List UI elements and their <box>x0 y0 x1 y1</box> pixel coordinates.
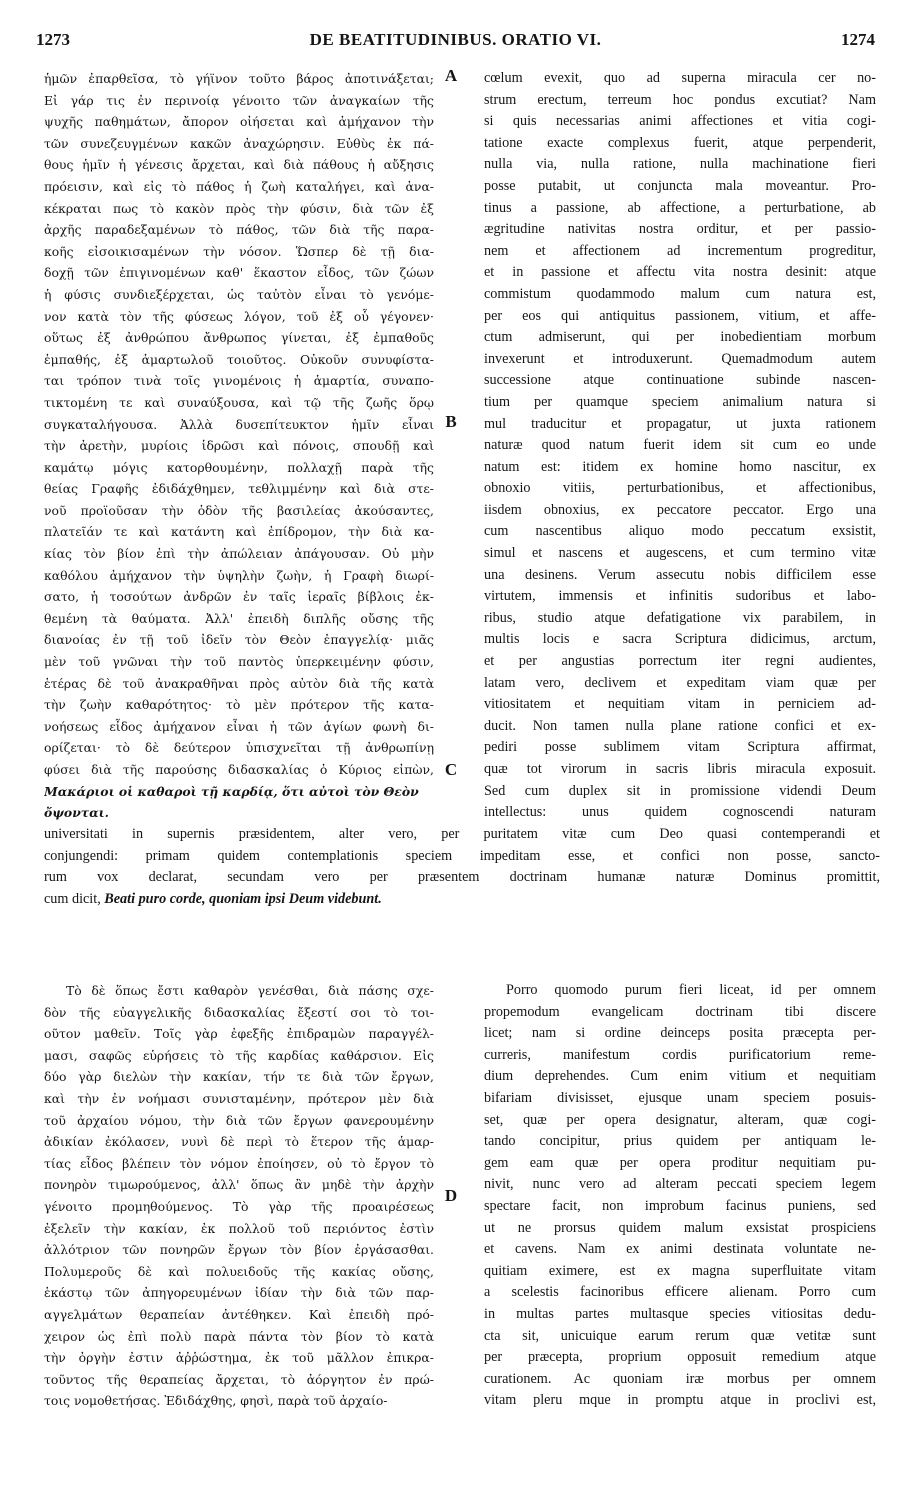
text-line: rum vox declarat, secundam vero per præsentem doctrinam humanæ naturæ Dominus promittit, <box>44 869 880 886</box>
page-number-right: 1274 <box>841 30 875 49</box>
text-line: et in passione et affectu vita nostra desinit: atque <box>484 264 876 281</box>
text-line: ἀδικίαν ἐκόλασεν, νυνὶ δὲ περὶ τὸ ἕτερον τῆς ἁμαρ- <box>44 1134 434 1150</box>
text-line: si quis necessarias animi affectiones et vitia cogi- <box>484 113 876 130</box>
text-line: strum erectum, terreum hoc pondus excutiat? Nam <box>484 91 876 108</box>
text-line: bifariam divisisset, ejusque unam speciem posuis- <box>484 1089 876 1106</box>
beatitude-quote: Beati puro corde, quoniam ipsi Deum videbunt. <box>104 890 382 907</box>
text-line: πρόεισιν, καὶ εἰς τὸ πάθος ἡ ζωὴ καταλήγει, καὶ ἀνα- <box>44 178 434 194</box>
text-line: ἐξελεῖν τὴν κακίαν, ἐκ πολλοῦ τοῦ περιόντος ἐστὶν <box>44 1220 434 1236</box>
text-line: ἀρχῆς παραδεξαμένων τὸ πάθος, τῶν διὰ τῆς παρα- <box>44 222 434 238</box>
text-line: νοήσεως εἶδος ἀμήχανον εἶναι ἡ τῶν ἁγίων φωνὴ δι- <box>44 718 434 734</box>
text-line: successione atque continuatione subinde nascen- <box>484 372 876 389</box>
text-line: οῦτον μαθεῖν. Τοῖς γὰρ ἐφεξῆς ἐπιδραμὼν παραγγέλ- <box>44 1026 434 1042</box>
text-line: universitati in supernis præsidentem, alter vero, per puritatem vitæ cum Deo quasi contemperandi et <box>44 826 880 842</box>
section-marker-c: C <box>444 760 458 779</box>
text-line: καθόλου ἀμήχανον τὴν ὑψηλὴν ζωὴν, ἡ Γραφὴ διωρί- <box>44 567 434 583</box>
text-line: φύσει διὰ τῆς παρούσης διδασκαλίας ὁ Κύριος εἰπὼν, <box>44 762 434 777</box>
text-line: καμάτῳ μόγις κατορθουμένην, πολλαχῇ παρὰ τῆς <box>44 459 434 475</box>
text-line: τίας εἶδος βλέπειν τὸν νόμον ἐποίησεν, οὐ τὸ ἔργον τὸ <box>44 1155 434 1171</box>
text-line: ἡ φύσις συνδιεξέρχεται, ὡς ταὐτὸν εἶναι τὸ γενόμε- <box>44 286 434 302</box>
greek-column-bottom <box>44 980 434 1412</box>
text-line: Sed cum duplex sit in promissione videndi Deum <box>484 782 876 799</box>
text-line <box>44 889 880 911</box>
page-header <box>36 30 875 58</box>
section-marker-d: D <box>444 1186 458 1205</box>
text-line: τοῦ ἀρχαίου νόμου, τὴν διὰ τῶν ἔργων φανερουμένην <box>44 1112 434 1128</box>
text-line: θείας Γραφῆς ἐδιδάχθημεν, τεθλιμμένην καὶ διὰ στε- <box>44 481 434 497</box>
text-line: ἑτέρας δὲ τοῦ ἀνακραθῆναι πρὸς αὐτὸν διὰ τῆς κατὰ <box>44 675 434 691</box>
text-line: quitiam eximere, est ex magna superfluitate vitam <box>484 1262 876 1279</box>
text-line: δοχῇ τῶν ἐπιγινομένων καθ' ἕκαστον εἶδος, τῶν ζώων <box>44 265 434 281</box>
text-line: κοῆς εἰσοικισαμένων τὴν νόσον. Ὥσπερ δὲ τῇ δια- <box>44 243 434 259</box>
text-line: obnoxio vitiis, perturbationibus, et affectionibus, <box>484 480 876 497</box>
latin-column-bottom <box>484 980 876 1412</box>
text-line: commistum quodammodo malum cum natura est, <box>484 285 876 302</box>
text-line: naturæ quod natum fuerit idem sit cum eo unde <box>484 437 876 454</box>
text-line: τὴν ἀρετὴν, μυρίοις ἱδρῶσι καὶ πόνοις, σπουδῇ καὶ <box>44 438 434 454</box>
text-line: propemodum evangelicam doctrinam tibi discere <box>484 1003 876 1020</box>
text-line: a scelestis facinoribus efficere alienam. Porro cum <box>484 1284 876 1301</box>
text-line: tinus a passione, ab affectione, a perturbatione, ab <box>484 199 876 216</box>
text-line: et per angustias porrectum iter regni audientes, <box>484 653 876 670</box>
text-line: conjungendi: primam quidem contemplationis speciem impeditam esse, et confici non posse, sancto- <box>44 847 880 864</box>
text-line: πονηρὸν τιμωρούμενος, ἀλλ' ὅπως ἂν μηδὲ τὴν ἀρχὴν <box>44 1177 434 1193</box>
text-line: cœlum evexit, quo ad superna miracula cer no- <box>484 70 876 86</box>
text-line: οὕτως ἐξ ἀνθρώπου ἄνθρωπος γίνεται, ἐξ ἐμπαθοῦς <box>44 330 434 346</box>
text-line: vitiositatem et nequitiam vitam in perniciem ad- <box>484 696 876 713</box>
text-line: nivit, nunc vero ad alteram peccati speciem legem <box>484 1176 876 1193</box>
text-line: invexerunt et introduxerunt. Quemadmodum autem <box>484 350 876 367</box>
text-line: ribus, studio atque defatigatione vix parabilem, in <box>484 609 876 626</box>
text-line: ἡμῶν ἐπαρθεῖσα, τὸ γήϊνον τοῦτο βάρος ἀποτινάξεται; <box>44 71 434 86</box>
text-line: ut ne prorsus quidem malum exsistat prospiciens <box>484 1219 876 1236</box>
text-line: licet; nam si ordine deinceps posita præcepta per- <box>484 1025 876 1042</box>
text-line: et cavens. Nam ex animi destinata voluntate ne- <box>484 1241 876 1258</box>
text-line: θεμένη τὰ θαύματα. Ἀλλ' ἐπειδὴ διπλῆς οὔσης τῆς <box>44 610 434 626</box>
text-line: πλατεῖάν τε καὶ κατάντη καὶ ἐπίδρομον, τὴν διὰ κα- <box>44 524 434 540</box>
text-line: tando concipitur, prius quidem per antiquam le- <box>484 1133 876 1150</box>
text-line: vitam pleru mque in promptu atque in proclivi est, <box>484 1392 876 1409</box>
text-line: ducit. Non tamen nulla plane ratione confici et ex- <box>484 717 876 734</box>
text-line: ορίζεται· τὸ δὲ δεύτερον ὑπισχνεῖται τῇ ἀνθρωπίνῃ <box>44 740 434 756</box>
section-marker-b: B <box>445 412 457 431</box>
text-line: δύο γὰρ διελὼν τὴν κακίαν, τήν τε διὰ τῶν ἔργων, <box>44 1069 434 1085</box>
greek-column-top <box>44 68 434 824</box>
text-line: κέκραται πως τὸ κακὸν πρὸς τὴν φύσιν, διὰ τῶν ἐξ <box>44 200 434 216</box>
text-line: curationem. Ac quoniam iræ morbus per omnem <box>484 1370 876 1387</box>
text-line: multis locis e sacra Scriptura didicimus, arctum, <box>484 631 876 648</box>
text-line: ὄψονται. <box>44 805 109 821</box>
text-line: set, quæ per opera designatur, alteram, quæ cogi- <box>484 1111 876 1128</box>
section-marker-a: A <box>444 66 458 85</box>
text-line: ἐμπαθής, ἐξ ἁμαρτωλοῦ τοιοῦτος. Οὐκοῦν συνυφίστα- <box>44 351 434 367</box>
text-line: Πολυμεροῦς δὲ καὶ πολυειδοῦς τῆς κακίας οὔσης, <box>44 1263 434 1279</box>
text-run: cum dicit, <box>44 890 105 907</box>
text-line: ægritudine nativitas nostra orditur, et per passio- <box>484 221 876 238</box>
text-line: latam vero, declivem et expeditam viam quæ per <box>484 674 876 691</box>
text-line: Porro quomodo purum fieri liceat, id per omnem <box>506 982 876 998</box>
text-line: μασι, σαφῶς εὑρήσεις τὸ τῆς καρδίας καθάρσιον. Εἰς <box>44 1047 434 1063</box>
text-line: μὲν τοῦ γνῶναι τὴν τοῦ παντὸς ὑπερκειμένην φύσιν, <box>44 654 434 670</box>
text-line: per eos qui antiquitus passionem, vitium, et affe- <box>484 307 876 324</box>
text-line: ἀλλότριον τῶν πονηρῶν ἔργων τὸν βίον ἐργάσασθαι. <box>44 1242 434 1258</box>
text-line: καὶ τὴν ἐν νοήμασι συνισταμένην, πρότερον μὲν διὰ <box>44 1090 434 1106</box>
text-line: διανοίας ἐν τῇ τοῦ ἰδεῖν τὸν Θεὸν ἐπαγγελίᾳ· μιᾶς <box>44 632 434 648</box>
text-line: per præcepta, proprium opposuit remedium atque <box>484 1349 876 1366</box>
page-number-left: 1273 <box>36 30 70 49</box>
text-line: posse putabit, ut conjuncta mala moveantur. Pro- <box>484 177 876 194</box>
text-line: tium per quamque speciem animalium natura si <box>484 393 876 410</box>
latin-full-width-block <box>44 824 880 910</box>
text-line: τὴν ζωὴν καθαρότητος· τὸ μὲν πρότερον τῆς κατα- <box>44 697 434 713</box>
text-line: τοῦντος τῆς θεραπείας ἄρχεται, τὸ ἀόργητον ἐν πρώ- <box>44 1371 434 1387</box>
text-line: cta sit, unicuique earum rerum quæ vetitæ sunt <box>484 1327 876 1344</box>
text-line: αγγελμάτων θεραπείαν ἀντέθηκεν. Καὶ ἐπειδὴ πρό- <box>44 1306 434 1322</box>
text-line: nulla via, nulla ratione, nulla machinatione fieri <box>484 156 876 173</box>
text-line: in multas partes multasque species vitiositas dedu- <box>484 1305 876 1322</box>
text-line: iisdem obnoxius, ex peccatore peccator. Ergo una <box>484 501 876 518</box>
text-line: tatione exacte complexus fuerit, atque perpenderit, <box>484 134 876 151</box>
latin-column-top <box>484 68 876 824</box>
text-line: θους ἡμῖν ἡ γένεσις ἄρχεται, καὶ διὰ πάθους ἡ αὔξησις <box>44 157 434 173</box>
text-line: virtutem, immensis et infinitis sudoribus et labo- <box>484 588 876 605</box>
text-line: ψυχῆς παθημάτων, ἄπορον οἰήσεται καὶ ἀμήχανον τὴν <box>44 114 434 130</box>
text-line: quæ tot virorum in sacris libris miracula exposuit. <box>484 761 876 777</box>
text-line: συγκαταλήγουσα. Ἀλλὰ δυσεπίτευκτον ἡμῖν εἶναι <box>44 416 434 432</box>
text-line: natum est: itidem ex homine homo nascitur, ex <box>484 458 876 475</box>
text-line: γένοιτο προμηθούμενος. Τὸ γὰρ τῆς προαιρέσεως <box>44 1198 434 1214</box>
text-line: nem et affectionem ad incrementum progreditur, <box>484 242 876 259</box>
text-line: mul traducitur et propagatur, ut juxta rationem <box>484 415 876 432</box>
text-line: gem eam quæ per opera proditur nequitiam pu- <box>484 1154 876 1171</box>
text-line: κίας τὸν βίον ἐπὶ τὴν ἀπώλειαν ἀπάγουσαν. Οὐ μὴν <box>44 546 434 562</box>
text-line: τοις νομοθετήσας. Ἐδιδάχθης, φησὶ, παρὰ τοῦ ἀρχαίο- <box>44 1393 388 1409</box>
text-line: simul et nascens et augescens, et cum termino vitæ <box>484 545 876 562</box>
text-line: Μακάριοι οἱ καθαροὶ τῇ καρδίᾳ, ὅτι αὐτοὶ τὸν Θεὸν <box>44 783 419 799</box>
running-title: DE BEATITUDINIBUS. ORATIO VI. <box>309 30 602 49</box>
text-line: pediri posse sublimem vitam Scriptura affirmat, <box>484 739 876 756</box>
text-line: Τὸ δὲ ὅπως ἔστι καθαρὸν γενέσθαι, διὰ πάσης σχε- <box>66 983 434 998</box>
text-line: Εἰ γάρ τις ἐν περινοίᾳ γένοιτο τῶν ἀναγκαίων τῆς <box>44 92 434 108</box>
text-line: ἑκάστῳ τῶν ἀπηγορευμένων ἰδίαν τὴν διὰ τῶν παρ- <box>44 1285 434 1301</box>
text-line: νοῦ προϊοῦσαν τὴν ὁδὸν τῆς βασιλείας ἀκούσαντες, <box>44 502 434 518</box>
text-line: dium deprehendes. Cum enim vitium et nequitiam <box>484 1068 876 1085</box>
text-line: νον κατὰ τὸν τῆς φύσεως λόγον, τοῦ ἐξ οὗ γέγονεν· <box>44 308 434 324</box>
text-line: ται τρόπον τινὰ τοῖς γινομένοις ἡ ἁμαρτία, συναπο- <box>44 373 434 389</box>
text-line: σατο, ἡ τοσούτων ἀνδρῶν ἐν ταῖς ἱεραῖς βίβλοις ἐκ- <box>44 589 434 605</box>
text-line: ctum admiserunt, qui per inobedientiam morbum <box>484 329 876 346</box>
text-line: τῶν συνεζευγμένων κακῶν ἀναχώρησιν. Εὐθὺς ἐκ πά- <box>44 135 434 151</box>
text-line: una desinens. Verum assecutu nobis difficilem esse <box>484 566 876 583</box>
text-line: τὴν ὀργὴν ἐστιν ἀῤῥώστημα, ἐκ τοῦ μᾶλλον ἐπικρα- <box>44 1350 434 1366</box>
text-line: δὸν τῆς εὐαγγελικῆς διδασκαλίας ἔξεστί σοι τὸ τοι- <box>44 1004 434 1020</box>
text-line: intellectus: unus quidem cognoscendi naturam <box>484 804 876 821</box>
text-line: cum nascentibus aliquo modo peccatum exsistit, <box>484 523 876 540</box>
text-line: curreris, manifestum cordis purificatorium reme- <box>484 1046 876 1063</box>
text-line: spectare facit, non improbum facinus puniens, sed <box>484 1197 876 1214</box>
text-line: χειρον ὡς ἐπὶ πολὺ παρὰ πάντα τὸν βίον τὸ κατὰ <box>44 1328 434 1344</box>
text-line: τικτομένη τε καὶ συναύξουσα, καὶ τῷ τῆς ζωῆς ὅρῳ <box>44 394 434 410</box>
